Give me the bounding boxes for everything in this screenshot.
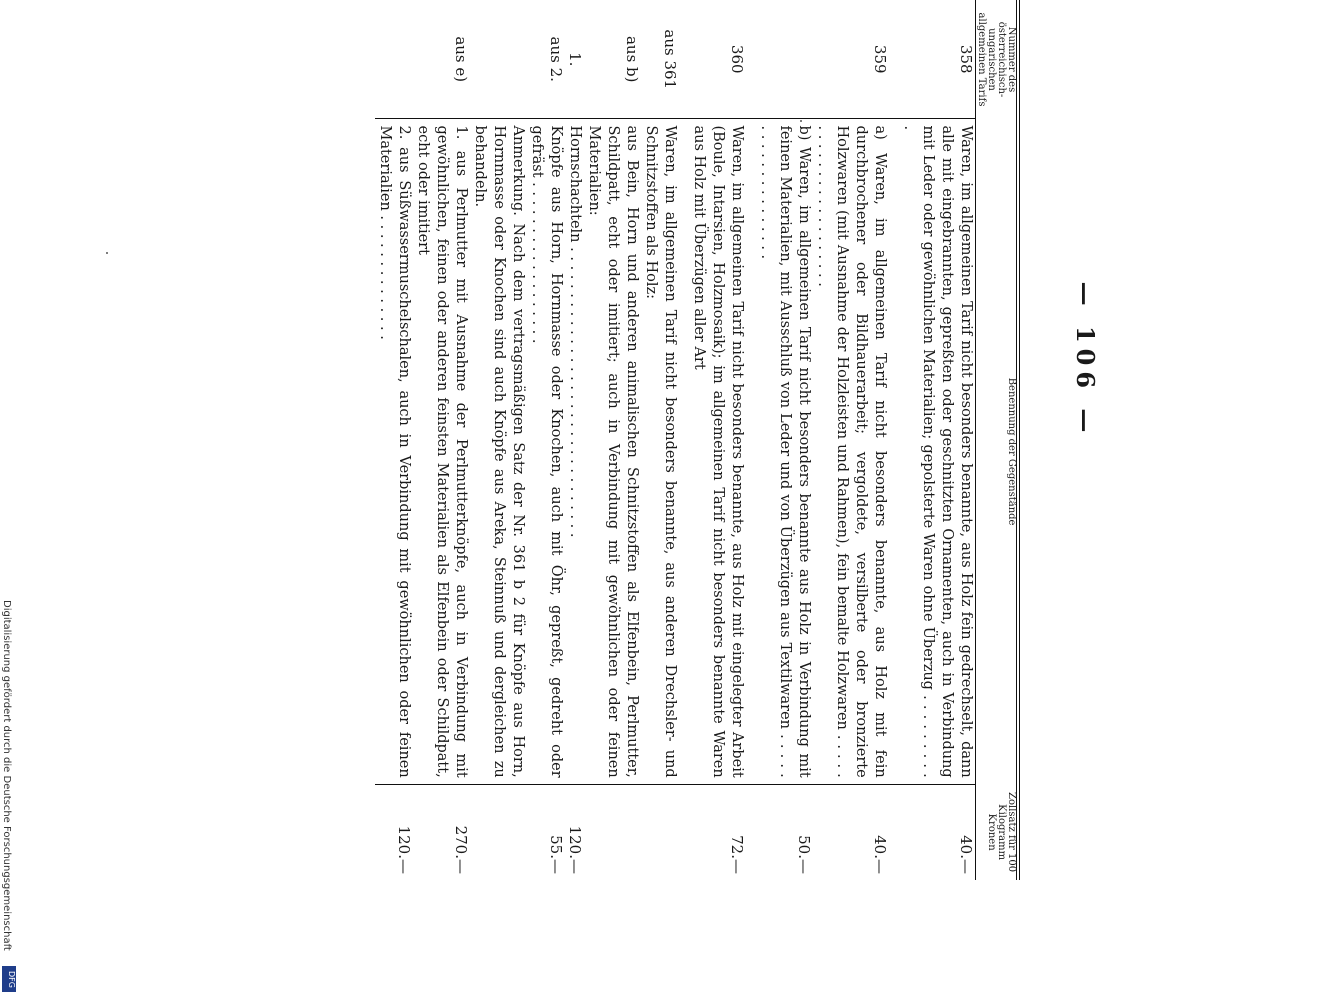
row-number: 360	[689, 0, 746, 119]
dfg-logo: DFG	[2, 966, 16, 992]
row-number	[470, 0, 527, 119]
row-rate	[641, 784, 679, 880]
header-rate: Zollsatz für 100 Kilogramm Kronen	[986, 792, 1017, 873]
row-description: Waren, im allgemeinen Tarif nicht besonders benannte, aus Holz fein gedrechselt, dann alle mit eingebrannten, gepreßten oder geschnitzten Ornamenten, auch in Verbindung mit Leder oder gewöhnlichen Materialien; gepolsterte Waren ohne Überzug . . . . . . . . . .	[899, 119, 976, 784]
row-rate: 50.—	[795, 835, 813, 874]
table-row	[584, 0, 641, 880]
row-rate: 270.—	[452, 825, 470, 874]
table-row	[899, 0, 976, 880]
funding-note-text: Digitalisierung gefördert durch die Deutsche Forschungsgemeinschaft	[1, 600, 12, 951]
row-rate: 55.—	[547, 835, 565, 874]
row-description: 1. aus Perlmutter mit Ausnahme der Perlmutterknöpfe, auch in Verbindung mit gewöhnlichen, feinen oder anderen feinsten Materialien als Elfenbein oder Schildpatt, echt oder imitiert	[413, 119, 470, 784]
row-rate	[470, 784, 527, 880]
table-row	[756, 0, 813, 880]
row-number: aus 361	[641, 0, 679, 119]
document-page	[220, 0, 1100, 874]
row-description: Hornschachteln . . . . . . . . . . . . . . . . . . . . . . . . . . . . . . . .	[565, 119, 584, 784]
row-description: Waren, im allgemeinen Tarif nicht besonders benannte, aus anderen Drechsler- und Schnitzstoffen als Holz:	[641, 119, 679, 784]
row-rate: 120.—	[566, 825, 584, 874]
row-rate: 120.—	[395, 825, 413, 874]
header-main: Benennung der Gegenstände	[1006, 377, 1017, 526]
row-description: 2. aus Süßwassermuschelschalen, auch in Verbindung mit gewöhnlichen oder feinen Materialien . . . . . . . . . . . . . .	[375, 119, 413, 784]
row-rate: 40.—	[871, 835, 889, 874]
table-row	[470, 0, 527, 880]
row-number: aus 2.	[527, 0, 565, 119]
scan-speck	[106, 252, 108, 254]
table-row	[641, 0, 679, 880]
row-number	[756, 0, 813, 119]
scan-speck	[800, 120, 802, 122]
page-number: — 106 —	[1071, 281, 1100, 439]
table-row	[813, 0, 889, 880]
row-description: a) Waren, im allgemeinen Tarif nicht besonders benannte, aus Holz mit fein durchbrochener oder Bildhauerarbeit; vergoldete, versilberte oder bronzierte Holzwaren (mit Ausnahme der Holzleisten und Rahmen), fein bemalte Holzwaren . . . . . . . . . . . . . . . . . . . . . . .	[813, 119, 889, 784]
row-number: 1.	[565, 0, 584, 119]
table-row	[527, 0, 565, 880]
table-row	[689, 0, 746, 880]
row-description: Knöpfe aus Horn, Hornmasse oder Knochen, auch mit Öhr, gepreßt, gedreht oder gefräst . . . . . . . . . . . . . . . . . .	[527, 119, 565, 784]
header-number: Nummer des österreichisch-ungarischen allgemeinen Tarifs	[976, 12, 1017, 107]
table-row	[565, 0, 584, 880]
row-description: b) Waren, im allgemeinen Tarif nicht besonders benannte aus Holz in Verbindung mit feinen Materialien, mit Ausschluß von Leder und von Überzügen aus Textilwaren . . . . . . . . . . . . . . . . . . . .	[756, 119, 813, 784]
funding-note	[0, 600, 14, 1000]
row-rate: 72.—	[728, 835, 746, 874]
tariff-table	[375, 0, 1020, 880]
row-number	[375, 0, 413, 119]
row-description: aus Bein, Horn und anderen animalischen Schnitzstoffen als Elfenbein, Perlmutter, Schildpatt, echt oder imitiert; auch in Verbindung mit gewöhnlichen oder feinen Materialien:	[584, 119, 641, 784]
row-rate: 40.—	[957, 835, 975, 874]
table-row	[375, 0, 413, 880]
row-description: Waren, im allgemeinen Tarif nicht besonders benannte, aus Holz mit eingelegter Arbeit (Boule, Intarsien, Holzmosaik); im allgemeinen Tarif nicht besonders benannte Waren aus Holz mit Überzügen aller Art	[689, 119, 746, 784]
table-row	[413, 0, 470, 880]
row-number: 359	[813, 0, 889, 119]
row-note: Anmerkung. Nach dem vertragsmäßigen Satz der Nr. 361 b 2 für Knöpfe aus Horn, Hornmasse oder Knochen sind auch Knöpfe aus Areka, Steinnuß und dergleichen zu behandeln.	[470, 119, 527, 784]
row-number: 358	[899, 0, 976, 119]
row-number: aus b)	[584, 0, 641, 119]
row-number: aus e)	[413, 0, 470, 119]
row-rate	[584, 784, 641, 880]
